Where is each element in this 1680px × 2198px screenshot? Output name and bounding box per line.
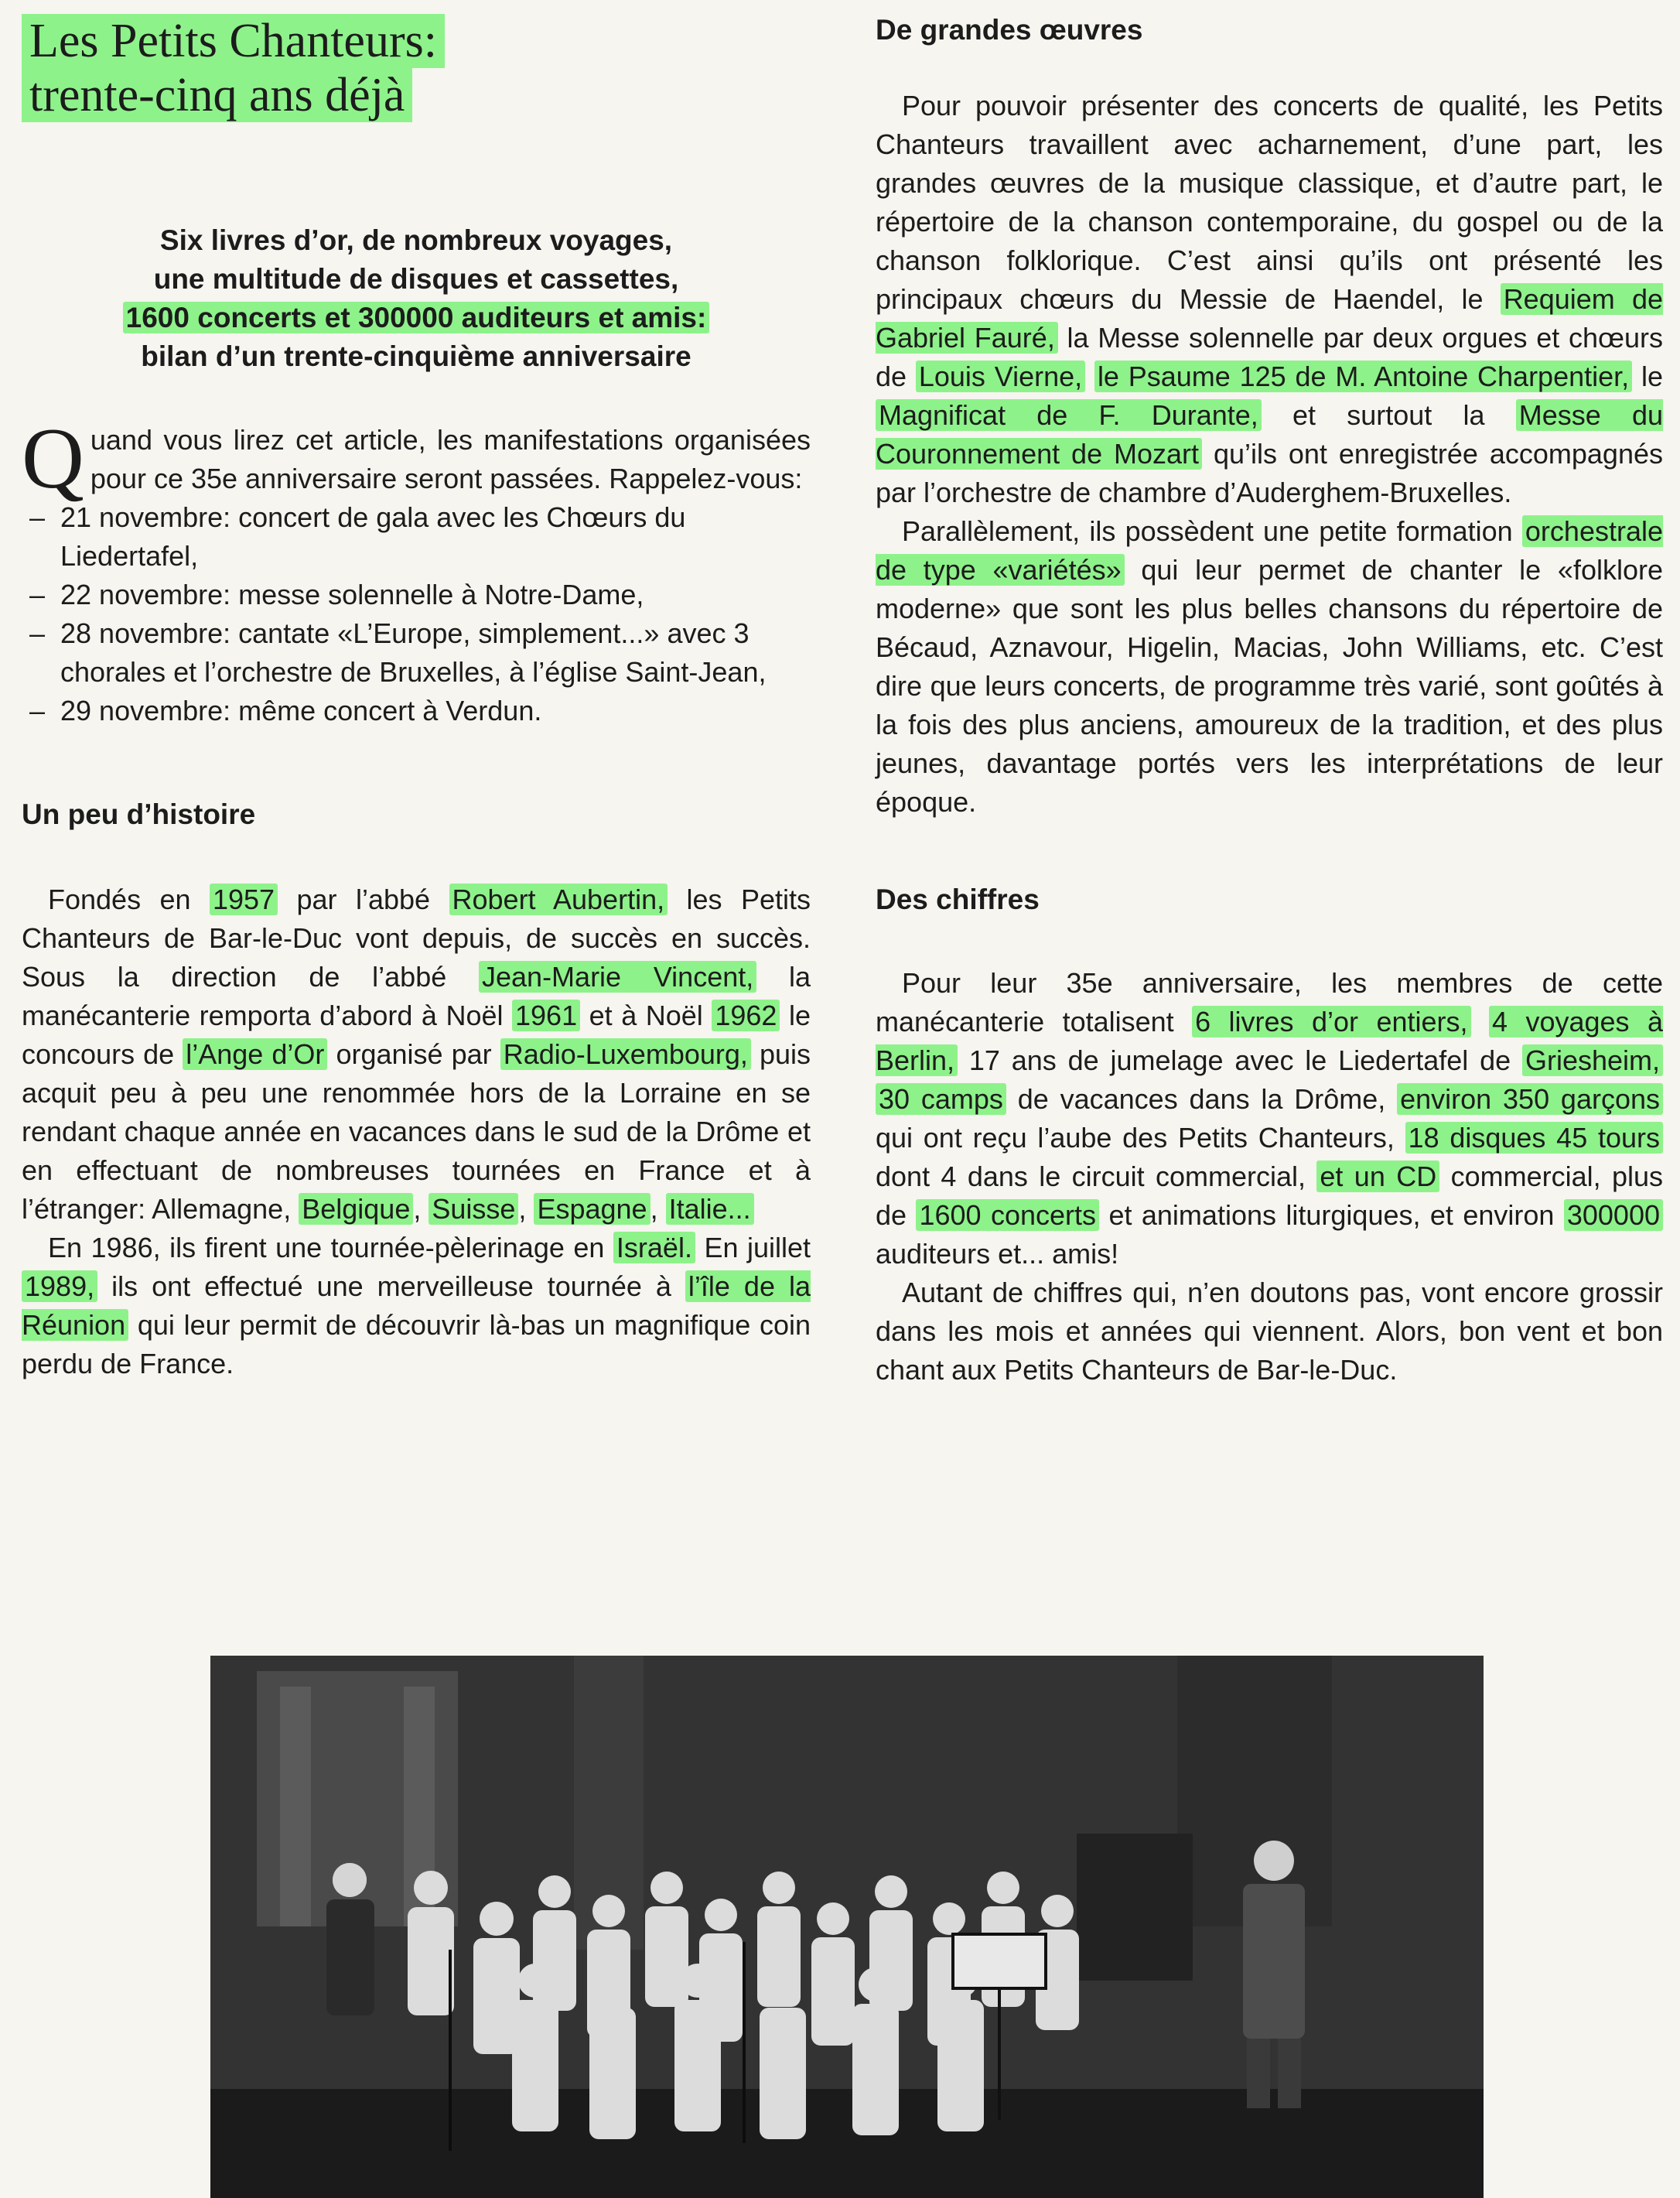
director-leg [1247, 2039, 1270, 2108]
lead-line: Six livres d’or, de nombreux voyages, [159, 224, 673, 256]
choir-photo [210, 1656, 1484, 2198]
adult-body [326, 1899, 374, 2015]
director-leg [1278, 2039, 1301, 2108]
figures-paragraph-2: Autant de chiffres qui, n’en doutons pas, vont encore grossir dans les mois et années qui viennent. Alors, bon vent et bon chant aux Petits Chanteurs de Bar-le-Duc. [876, 1277, 1663, 1386]
highlight: 1989, [22, 1270, 97, 1302]
text-run: auditeurs et... amis! [876, 1238, 1119, 1270]
section-heading-history: Un peu d’histoire [22, 798, 256, 830]
column [280, 1687, 311, 1926]
choir-photo-illustration [210, 1656, 1484, 2198]
choir-member [538, 1875, 571, 1908]
text-run: Pour leur 35e anniversaire, les membres de cette manécanterie totalisent [876, 967, 1663, 1037]
highlight: Belgique [299, 1193, 413, 1225]
text-run [1471, 1006, 1489, 1037]
text-run: et animations liturgiques, et environ [1099, 1199, 1564, 1231]
text-run: dont 4 dans le circuit commercial, [876, 1161, 1317, 1192]
highlight: l’île de la Réunion [22, 1270, 811, 1341]
highlight: le Psaume 125 de M. Antoine Charpentier, [1094, 361, 1632, 392]
title-line-1: Les Petits Chanteurs: [22, 14, 445, 68]
highlight: 30 camps [876, 1083, 1006, 1115]
highlight: environ 350 garçons [1397, 1083, 1663, 1115]
highlight: 300000 [1564, 1199, 1663, 1231]
highlight: Radio-Luxembourg, [500, 1038, 751, 1070]
choir-member [596, 1971, 630, 2005]
choir-member [645, 1906, 688, 2007]
figures-paragraph-1 [876, 964, 1663, 1273]
choir-member [1041, 1895, 1074, 1927]
choir-member [859, 1967, 893, 2001]
text-run: En 1986, ils firent une tournée-pèlerinage en [48, 1232, 613, 1263]
text-run: la Messe solennelle par deux orgues et chœurs de [876, 322, 1663, 392]
title-line-2: trente-cinq ans déjà [22, 68, 412, 122]
lead-summary [22, 221, 811, 376]
text-run [1085, 361, 1094, 392]
text-run: qu’ils ont enregistrée accompagnés par l’orchestre de chambre d’Auderghem-Bruxelles. [876, 438, 1663, 508]
choir-member [817, 1902, 849, 1935]
section-heading-figures: Des chiffres [876, 884, 1040, 915]
text-run: le concours de [22, 1000, 811, 1070]
choir-member [875, 1875, 907, 1908]
highlight: 4 voyages à Berlin, [876, 1006, 1663, 1076]
highlight: Requiem de Gabriel Fauré, [876, 283, 1663, 354]
text-run: , [518, 1193, 534, 1225]
text-run: de vacances dans la Drôme, [1006, 1083, 1398, 1115]
text-run: En juillet [695, 1232, 811, 1263]
director-head [1254, 1841, 1294, 1881]
choir-member [987, 1872, 1019, 1904]
highlight: Griesheim, [1522, 1044, 1663, 1076]
figures-body [876, 964, 1663, 1390]
highlight: 1961 [512, 1000, 580, 1031]
choir-member [674, 2000, 721, 2131]
choir-member [518, 1964, 552, 1998]
choir-member [592, 1895, 625, 1927]
text-run: le [1632, 361, 1663, 392]
highlight: orchestrale de type «variétés» [876, 515, 1663, 586]
choir-member [705, 1899, 737, 1931]
works-paragraph-1 [876, 87, 1663, 512]
director-body [1243, 1884, 1305, 2039]
choir-member [937, 2000, 984, 2131]
history-body [22, 880, 811, 1383]
choir-member [681, 1964, 715, 1998]
list-item: – 22 novembre: messe solennelle à Notre-Dame, [22, 576, 811, 614]
text-run: qui leur permit de découvrir là-bas un magnifique coin perdu de France. [22, 1309, 811, 1379]
choir-member [589, 2008, 636, 2139]
left-column [22, 0, 811, 1383]
intro-paragraph [22, 411, 811, 507]
choir-member [811, 1937, 855, 2046]
history-paragraph-2 [22, 1229, 811, 1383]
highlight: 6 livres d’or entiers, [1192, 1006, 1470, 1037]
highlight: 1600 concerts [916, 1199, 1099, 1231]
intro-text: uand vous lirez cet article, les manifestations organisées pour ce 35e anniversaire seront passées. Rappelez-vous: [90, 424, 811, 494]
history-paragraph-1 [22, 880, 811, 1229]
adult-head [333, 1863, 367, 1897]
highlight: Jean-Marie Vincent, [479, 961, 756, 993]
lead-line [22, 299, 811, 337]
text-run: organisé par [327, 1038, 500, 1070]
text-run: Parallèlement, ils possèdent une petite formation [902, 515, 1522, 547]
text-run: Fondés en [48, 884, 210, 915]
text-run: , [650, 1193, 666, 1225]
lead-line: une multitude de disques et cassettes, [153, 263, 679, 295]
choir-member [766, 1971, 800, 2005]
choir-member [852, 2004, 899, 2135]
choir-member [414, 1871, 448, 1905]
organ [1077, 1834, 1193, 1981]
text-run: par l’abbé [278, 884, 449, 915]
text-run: qui ont reçu l’aube des Petits Chanteurs, [876, 1122, 1405, 1154]
highlight: Israël. [613, 1232, 695, 1263]
text-run: qui leur permet de chanter le «folklore moderne» que sont les plus belles chansons du répertoire de Bécaud, Aznavour, Higelin, Macias, John Williams, etc. C’est dire que leurs concerts, de programme très varié, sont goûtés à la fois des plus anciens, amoureux de la tradition, et des plus jeunes, davantage portés vers les interprétations de leur époque. [876, 554, 1663, 818]
list-item: – 29 novembre: même concert à Verdun. [22, 692, 811, 730]
choir-member [933, 1902, 965, 1935]
text-run: la manécanterie remporta d’abord à Noël [22, 961, 811, 1031]
works-paragraph-2 [876, 512, 1663, 822]
text-run: puis acquit peu à peu une renommée hors de la Lorraine en se rendant chaque année en vacances dans le sud de la Drôme et en effectuant de nombreuses tournées en France et à l’étranger: Allemagne, [22, 1038, 811, 1225]
highlight: Magnificat de F. Durante, [876, 399, 1262, 431]
text-run: 17 ans de jumelage avec le Liedertafel de [958, 1044, 1522, 1076]
highlight: Louis Vierne, [916, 361, 1085, 392]
highlight: Espagne [534, 1193, 650, 1225]
right-column [876, 0, 1663, 1390]
list-item: – 21 novembre: concert de gala avec les Chœurs du Liedertafel, [22, 498, 811, 576]
highlight: Suisse [429, 1193, 518, 1225]
text-run: ils ont effectué une merveilleuse tournée à [97, 1270, 685, 1302]
highlight: Messe du Couronnement de Mozart [876, 399, 1664, 470]
list-item: – 28 novembre: cantate «L’Europe, simplement...» avec 3 chorales et l’orchestre de Bruxelles, à l’église Saint-Jean, [22, 614, 811, 692]
text-run: Pour pouvoir présenter des concerts de qualité, les Petits Chanteurs travaillent avec acharnement, d’une part, les grandes œuvres de la musique classique, et d’autre part, le répertoire de la chanson contemporaine, du gospel ou de la chanson folklorique. C’est ainsi qu’ils ont présenté les principaux chœurs du Messie de Haendel, le [876, 90, 1663, 315]
lead-line-highlight: 1600 concerts et 300000 auditeurs et amis: [123, 302, 710, 333]
text-run: , [413, 1193, 429, 1225]
choir-member [763, 1872, 795, 1904]
choir-member [760, 2008, 806, 2139]
highlight: 1962 [712, 1000, 780, 1031]
choir-member [408, 1907, 454, 2015]
choir-member [512, 2000, 558, 2131]
highlight: et un CD [1316, 1161, 1439, 1192]
highlight: l’Ange d’Or [183, 1038, 327, 1070]
highlight: Italie... [666, 1193, 754, 1225]
music-stand-sheet [953, 1934, 1046, 1988]
choir-member [480, 1902, 514, 1936]
drop-cap: Q [22, 411, 84, 507]
highlight: Robert Aubertin, [449, 884, 668, 915]
text-run: et à Noël [580, 1000, 712, 1031]
text-run: les Petits Chanteurs de Bar-le-Duc vont depuis, de succès en succès. Sous la direction de l’abbé [22, 884, 811, 993]
lead-line: bilan d’un trente-cinquième anniversaire [141, 340, 691, 372]
text-run: et surtout la [1261, 399, 1516, 431]
highlight: 1957 [210, 884, 278, 915]
event-program-list [22, 498, 811, 730]
choir-member [650, 1872, 683, 1904]
section-heading-works: De grandes œuvres [876, 14, 1143, 46]
works-body [876, 87, 1663, 822]
text-run: commercial, plus de [876, 1161, 1664, 1231]
article-title [22, 14, 811, 122]
highlight: 18 disques 45 tours [1405, 1122, 1663, 1154]
